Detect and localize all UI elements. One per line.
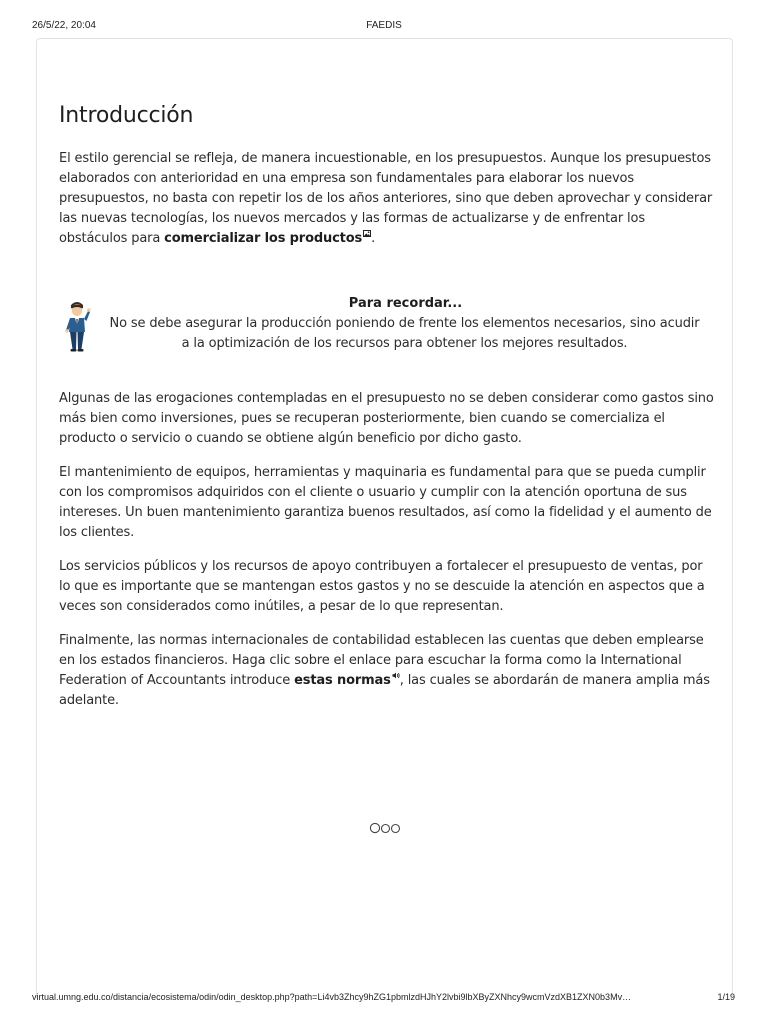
body-paragraphs [59, 389, 714, 711]
final-text-after: , las cuales se abordarán de manera amplia más adelante. [59, 673, 710, 708]
body-paragraph: Algunas de las erogaciones contempladas en el presupuesto no se deben considerar como gastos sino más bien como inversiones, pues se recuperan posteriormente, bien cuando se comercializa el producto o servicio o cuando se obtiene algún beneficio por dicho gasto. [59, 391, 714, 446]
body-paragraph: Los servicios públicos y los recursos de apoyo contribuyen a fortalecer el presupuesto de ventas, por lo que es importante que se mantengan estos gastos y no se descuide la atención en aspectos que a veces son considerados como inútiles, a pesar de lo que representan. [59, 559, 705, 614]
content-card [36, 38, 733, 998]
print-header [0, 0, 768, 36]
intro-suffix: . [371, 231, 376, 246]
page-title: Introducción [59, 103, 194, 128]
reminder-box [59, 294, 714, 369]
print-title: FAEDIS [366, 20, 402, 31]
businessman-icon [63, 299, 91, 353]
body-paragraph: El mantenimiento de equipos, herramientas y maquinaria es fundamental para que se pueda cumplir con los compromisos adquiridos con el cliente o usuario y cumplir con la atención oportuna de sus intereses. Un buen mantenimiento garantiza buenos resultados, así como la fidelidad y el aumento de los clientes. [59, 465, 712, 540]
intro-paragraph [59, 149, 714, 249]
audio-icon[interactable] [392, 672, 400, 679]
estas-normas-link[interactable] [294, 673, 400, 688]
page-number: 1/19 [717, 992, 735, 1002]
print-footer [0, 992, 768, 1012]
three-circles-icon[interactable] [369, 821, 403, 835]
image-icon[interactable] [363, 230, 371, 237]
comercializar-productos-label[interactable]: comercializar los productos [164, 231, 363, 246]
comercializar-productos-link[interactable] [164, 231, 371, 246]
main-content [59, 103, 714, 725]
final-text-before: Finalmente, las normas internacionales de contabilidad establecen las cuentas que deben emplearse en los estados financieros. Haga clic sobre el enlace para escuchar la forma como la International Federation of Accountants introduce [59, 633, 704, 688]
print-date: 26/5/22, 20:04 [32, 20, 96, 31]
reminder-title: Para recordar... [348, 296, 463, 311]
reminder-text: No se debe asegurar la producción poniendo de frente los elementos necesarios, sino acudir a la optimización de los recursos para obtener los mejores resultados. [109, 316, 700, 351]
print-url: virtual.umng.edu.co/distancia/ecosistema/odin/odin_desktop.php?path=Li4vb3Zhcy9hZG1pbmlzdHJhY2lvbi9lbXByZXNhcy9wcmVzdXB1ZXN0b3Mv… [32, 992, 632, 1002]
estas-normas-label[interactable]: estas normas [294, 673, 391, 688]
pagination-dots[interactable] [37, 821, 734, 835]
intro-text: El estilo gerencial se refleja, de manera incuestionable, en los presupuestos. Aunque los presupuestos elaborados con anterioridad en una empresa son fundamentales para elaborar los nuevos presupuestos, no basta con repetir los de los años anteriores, sino que deben aprovechar y considerar las nuevas tecnologías, los nuevos mercados y las formas de actualizarse y de enfrentar los obstáculos para [59, 151, 713, 246]
final-paragraph [59, 631, 714, 711]
